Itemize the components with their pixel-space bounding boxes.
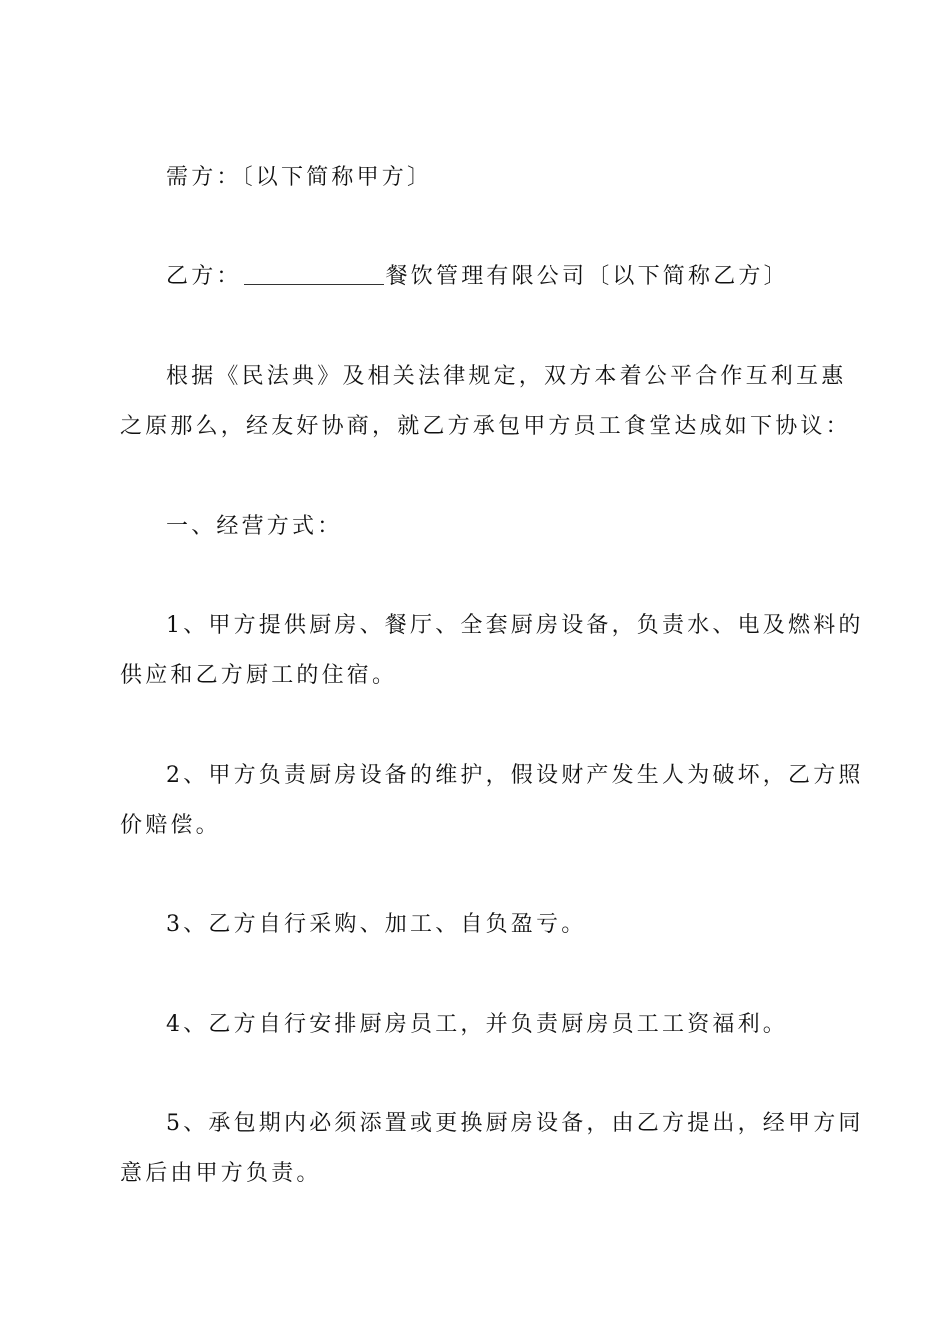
item-5-line-1: 5、承包期内必须添置或更换厨房设备，由乙方提出，经甲方同: [166, 1111, 864, 1136]
item-2-line-2: 价赔偿。: [120, 813, 221, 838]
section-1-heading: 一、经营方式：: [166, 514, 343, 539]
intro-paragraph-line-1: 根据《民法典》及相关法律规定，双方本着公平合作互利互惠: [166, 364, 847, 389]
party-b-prefix: 乙方：: [166, 264, 242, 289]
party-b-line: [166, 262, 878, 292]
item-1-line-2: 供应和乙方厨工的住宿。: [120, 663, 398, 688]
item-3: 3、乙方自行采购、加工、自负盈亏。: [166, 912, 587, 937]
party-b-name-blank: [244, 283, 384, 285]
item-4: 4、乙方自行安排厨房员工，并负责厨房员工工资福利。: [166, 1012, 788, 1037]
item-5-line-2: 意后由甲方负责。: [120, 1161, 322, 1186]
party-a-line: 需方：〔以下简称甲方〕: [166, 165, 433, 190]
item-1-line-1: 1、甲方提供厨房、餐厅、全套厨房设备，负责水、电及燃料的: [166, 613, 864, 638]
party-b-suffix: 餐饮管理有限公司〔以下简称乙方〕: [385, 264, 789, 289]
item-2-line-1: 2、甲方负责厨房设备的维护，假设财产发生人为破坏，乙方照: [166, 763, 864, 788]
intro-paragraph-line-2: 之原那么，经友好协商，就乙方承包甲方员工食堂达成如下协议：: [120, 414, 851, 439]
